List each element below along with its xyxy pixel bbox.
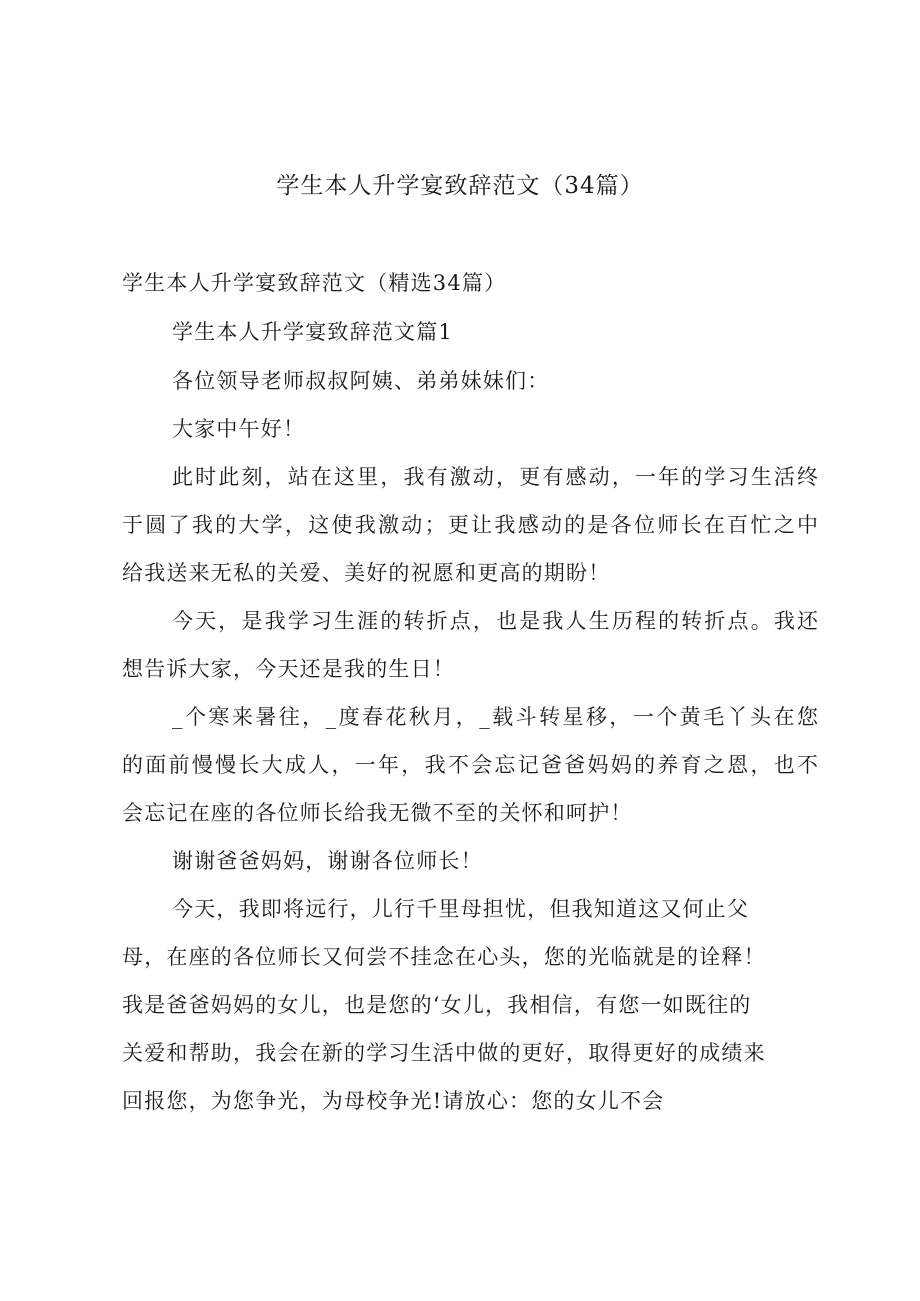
body-line: 母，在座的各位师长又何尝不挂念在心头，您的光临就是的诠释！ xyxy=(122,945,766,969)
body-line: 回报您，为您争光，为母校争光!请放心：您的女儿不会 xyxy=(122,1089,665,1113)
body-line: 的面前慢慢长大成人，一年，我不会忘记爸爸妈妈的养育之恩，也不 xyxy=(122,753,818,777)
document-title: 学生本人升学宴致辞范文（34篇） xyxy=(276,173,644,199)
body-line: 想告诉大家，今天还是我的生日！ xyxy=(122,657,455,681)
body-line: _个寒来暑往，_度春花秋月，_载斗转星移，一个黄毛丫头在您 xyxy=(172,705,818,729)
body-line: 大家中午好！ xyxy=(172,417,306,441)
section-heading: 学生本人升学宴致辞范文篇1 xyxy=(172,320,453,344)
body-line: 我是爸爸妈妈的女儿，也是您的‘女儿，我相信，有您一如既往的 xyxy=(122,993,752,1017)
body-line: 今天，是我学习生涯的转折点，也是我人生历程的转折点。我还 xyxy=(172,609,818,633)
document-subtitle: 学生本人升学宴致辞范文（精选34篇） xyxy=(122,271,507,295)
body-line: 谢谢爸爸妈妈，谢谢各位师长！ xyxy=(172,849,483,873)
body-line: 给我送来无私的关爱、美好的祝愿和更高的期盼！ xyxy=(122,561,611,585)
body-line: 今天，我即将远行，儿行千里母担忧，但我知道这又何止父 xyxy=(172,897,750,921)
body-line: 各位领导老师叔叔阿姨、弟弟妹妹们： xyxy=(172,369,550,393)
body-line: 于圆了我的大学，这使我激动；更让我感动的是各位师长在百忙之中 xyxy=(122,513,818,537)
body-line: 此时此刻，站在这里，我有激动，更有感动，一年的学习生活终 xyxy=(172,465,818,489)
body-line: 会忘记在座的各位师长给我无微不至的关怀和呵护！ xyxy=(122,801,633,825)
body-line: 关爱和帮助，我会在新的学习生活中做的更好，取得更好的成绩来 xyxy=(122,1041,766,1065)
